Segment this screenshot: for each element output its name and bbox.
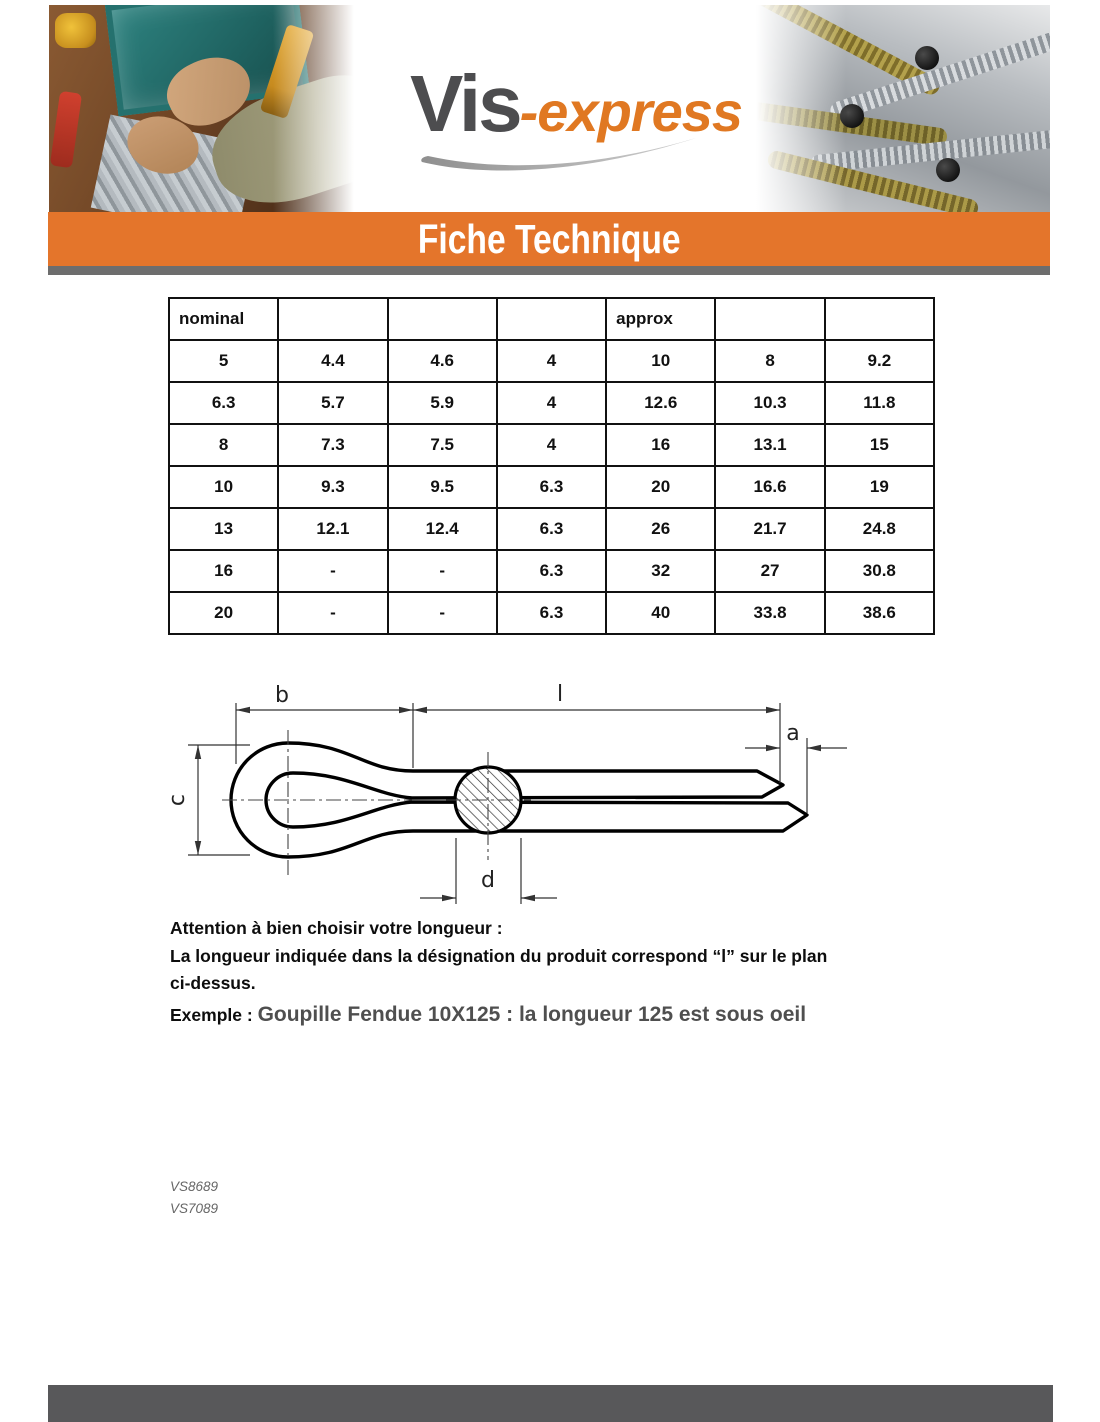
table-cell: 24.8 xyxy=(825,508,934,550)
table-cell: 16 xyxy=(606,424,715,466)
table-header-cell: approx xyxy=(606,298,715,340)
table-cell: 26 xyxy=(606,508,715,550)
dimensions-table xyxy=(168,297,935,635)
table-cell: 6.3 xyxy=(497,592,606,634)
table-cell: 8 xyxy=(169,424,278,466)
table-cell: 38.6 xyxy=(825,592,934,634)
note-line-1: Attention à bien choisir votre longueur : xyxy=(170,918,503,938)
table-header-cell xyxy=(825,298,934,340)
table-cell: 5 xyxy=(169,340,278,382)
table-cell: 4 xyxy=(497,382,606,424)
table-cell: 33.8 xyxy=(715,592,824,634)
table-header-row xyxy=(169,298,934,340)
dim-label-d: d xyxy=(481,868,495,893)
table-cell: 30.8 xyxy=(825,550,934,592)
example-text: Goupille Fendue 10X125 : la longueur 125 est sous oeil xyxy=(257,1002,807,1026)
dim-label-l: l xyxy=(556,682,564,707)
table-cell: 13.1 xyxy=(715,424,824,466)
table-header-cell xyxy=(278,298,387,340)
product-code: VS8689 xyxy=(170,1179,219,1194)
length-notes xyxy=(170,915,960,1029)
table-cell: 4 xyxy=(497,424,606,466)
photo-texture xyxy=(750,97,948,147)
table-row xyxy=(169,592,934,634)
photo-texture xyxy=(158,44,261,138)
table-row xyxy=(169,340,934,382)
table-cell: 19 xyxy=(825,466,934,508)
logo-text-vis: Vis xyxy=(410,59,520,148)
dim-label-a: a xyxy=(786,721,800,746)
table-cell: - xyxy=(278,550,387,592)
table-cell: 7.3 xyxy=(278,424,387,466)
logo-swoosh xyxy=(414,130,702,178)
page-title: Fiche Technique xyxy=(417,215,681,262)
table-cell: 10 xyxy=(169,466,278,508)
photo-texture xyxy=(121,108,205,180)
photo-texture xyxy=(750,5,1050,212)
table-cell: 20 xyxy=(169,592,278,634)
right-header-photo xyxy=(750,5,1050,212)
photo-texture xyxy=(50,91,82,168)
table-cell: 5.9 xyxy=(388,382,497,424)
photo-texture xyxy=(105,5,310,116)
table-cell: 10 xyxy=(606,340,715,382)
table-cell: 11.8 xyxy=(825,382,934,424)
example-prefix: Exemple : xyxy=(170,1004,253,1025)
table-row xyxy=(169,508,934,550)
table-cell: 5.7 xyxy=(278,382,387,424)
product-codes xyxy=(170,1176,218,1220)
photo-texture xyxy=(55,13,95,48)
table-cell: - xyxy=(278,592,387,634)
banner-underline xyxy=(48,266,1050,275)
table-cell: 27 xyxy=(715,550,824,592)
photo-texture xyxy=(49,5,360,212)
table-cell: 6.3 xyxy=(497,508,606,550)
example-line xyxy=(170,1001,960,1030)
table-cell: 15 xyxy=(825,424,934,466)
table-cell: 9.5 xyxy=(388,466,497,508)
table-cell: 20 xyxy=(606,466,715,508)
table-cell: - xyxy=(388,550,497,592)
table-row xyxy=(169,424,934,466)
photo-texture xyxy=(90,115,256,212)
photo-texture xyxy=(260,24,315,119)
table-cell: 7.5 xyxy=(388,424,497,466)
table-header-cell xyxy=(715,298,824,340)
table-cell: 13 xyxy=(169,508,278,550)
table-cell: 4.6 xyxy=(388,340,497,382)
table-cell: 9.2 xyxy=(825,340,934,382)
photo-texture xyxy=(750,5,943,97)
dim-label-b: b xyxy=(275,683,289,708)
product-code: VS7089 xyxy=(170,1201,219,1216)
note-line-3: ci-dessus. xyxy=(170,973,256,993)
photo-texture xyxy=(766,149,980,212)
table-cell: 12.4 xyxy=(388,508,497,550)
table-cell: 40 xyxy=(606,592,715,634)
photo-texture xyxy=(840,104,864,128)
table-cell: 12.1 xyxy=(278,508,387,550)
logo-text-express: -express xyxy=(519,80,743,143)
table-cell: 12.6 xyxy=(606,382,715,424)
table-cell: 16.6 xyxy=(715,466,824,508)
table-cell: 9.3 xyxy=(278,466,387,508)
cotter-pin-diagram xyxy=(150,680,850,910)
table-row xyxy=(169,466,934,508)
fiche-technique-banner xyxy=(48,212,1050,266)
table-row xyxy=(169,550,934,592)
table-header-cell xyxy=(497,298,606,340)
table-header-cell: nominal xyxy=(169,298,278,340)
table-cell: 16 xyxy=(169,550,278,592)
dim-label-c: c xyxy=(165,793,190,807)
table-header-cell xyxy=(388,298,497,340)
photo-texture xyxy=(915,46,939,70)
note-line-2: La longueur indiquée dans la désignation du produit correspond “l” sur le plan xyxy=(170,945,828,966)
table-cell: 4 xyxy=(497,340,606,382)
table-cell: 6.3 xyxy=(169,382,278,424)
table-cell: - xyxy=(388,592,497,634)
photo-texture xyxy=(199,63,360,212)
left-header-photo xyxy=(49,5,360,212)
photo-texture xyxy=(936,158,960,182)
photo-texture xyxy=(810,128,1050,173)
photo-texture xyxy=(828,30,1050,121)
table-cell: 21.7 xyxy=(715,508,824,550)
footer-bar xyxy=(48,1385,1053,1422)
table-cell: 6.3 xyxy=(497,466,606,508)
table-cell: 8 xyxy=(715,340,824,382)
table-cell: 6.3 xyxy=(497,550,606,592)
table-cell: 4.4 xyxy=(278,340,387,382)
table-row xyxy=(169,382,934,424)
table-cell: 32 xyxy=(606,550,715,592)
table-cell: 10.3 xyxy=(715,382,824,424)
